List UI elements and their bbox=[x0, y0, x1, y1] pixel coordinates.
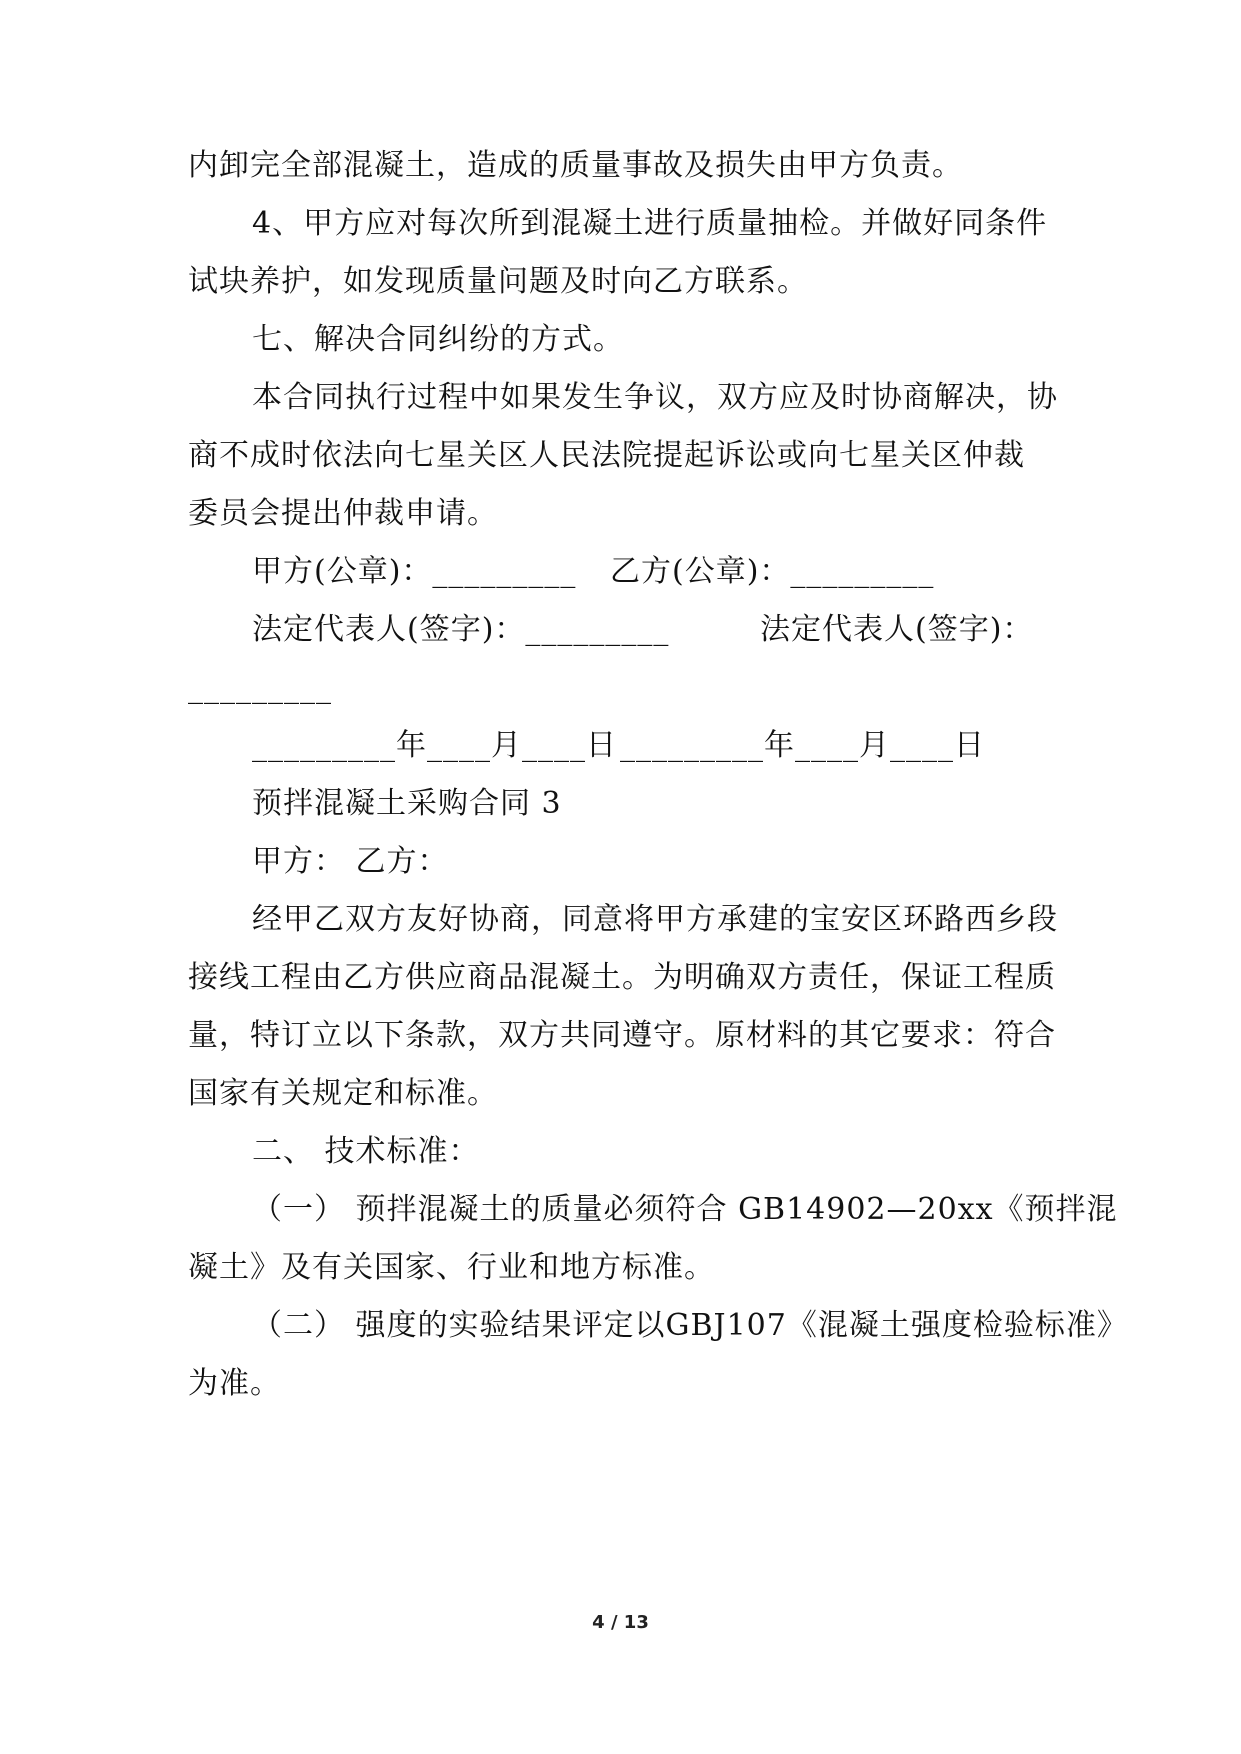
representative-b-blank: _________ bbox=[188, 670, 332, 705]
date-a-line: _________年____月____日 bbox=[252, 728, 617, 763]
section-heading: 七、解决合同纠纷的方式。 bbox=[252, 322, 624, 357]
paragraph-line: 试块养护，如发现质量问题及时向乙方联系。 bbox=[188, 264, 808, 299]
paragraph-line: 本合同执行过程中如果发生争议，双方应及时协商解决，协 bbox=[252, 380, 1058, 415]
party-b-seal-line: 乙方(公章)：_________ bbox=[610, 554, 935, 589]
page-number: 4 / 13 bbox=[592, 1612, 649, 1633]
paragraph-line: 国家有关规定和标准。 bbox=[188, 1076, 498, 1111]
paragraph-line: 4、甲方应对每次所到混凝土进行质量抽检。并做好同条件 bbox=[252, 206, 1048, 241]
date-b-line: _________年____月____日 bbox=[620, 728, 985, 763]
contract-parties: 甲方： 乙方： bbox=[252, 844, 449, 879]
paragraph-line: 凝土》及有关国家、行业和地方标准。 bbox=[188, 1250, 715, 1285]
paragraph-line: 委员会提出仲裁申请。 bbox=[188, 496, 498, 531]
contract-title: 预拌混凝土采购合同 3 bbox=[252, 786, 562, 821]
paragraph-line: （二） 强度的实验结果评定以GBJ107《混凝土强度检验标准》 bbox=[252, 1308, 1128, 1343]
section-heading: 二、 技术标准： bbox=[252, 1134, 480, 1169]
paragraph-line: 为准。 bbox=[188, 1366, 281, 1401]
paragraph-line: 量，特订立以下条款，双方共同遵守。原材料的其它要求：符合 bbox=[188, 1018, 1056, 1053]
party-a-seal-line: 甲方(公章)：_________ bbox=[252, 554, 577, 589]
representative-a-line: 法定代表人(签字)：_________ bbox=[252, 612, 670, 647]
paragraph-line: 接线工程由乙方供应商品混凝土。为明确双方责任，保证工程质 bbox=[188, 960, 1056, 995]
paragraph-line: 商不成时依法向七星关区人民法院提起诉讼或向七星关区仲裁 bbox=[188, 438, 1025, 473]
representative-b-line: 法定代表人(签字)： bbox=[760, 612, 1034, 647]
paragraph-line: 内卸完全部混凝土，造成的质量事故及损失由甲方负责。 bbox=[188, 148, 963, 183]
paragraph-line: （一） 预拌混凝土的质量必须符合 GB14902—20xx《预拌混 bbox=[252, 1192, 1118, 1227]
paragraph-line: 经甲乙双方友好协商，同意将甲方承建的宝安区环路西乡段 bbox=[252, 902, 1058, 937]
